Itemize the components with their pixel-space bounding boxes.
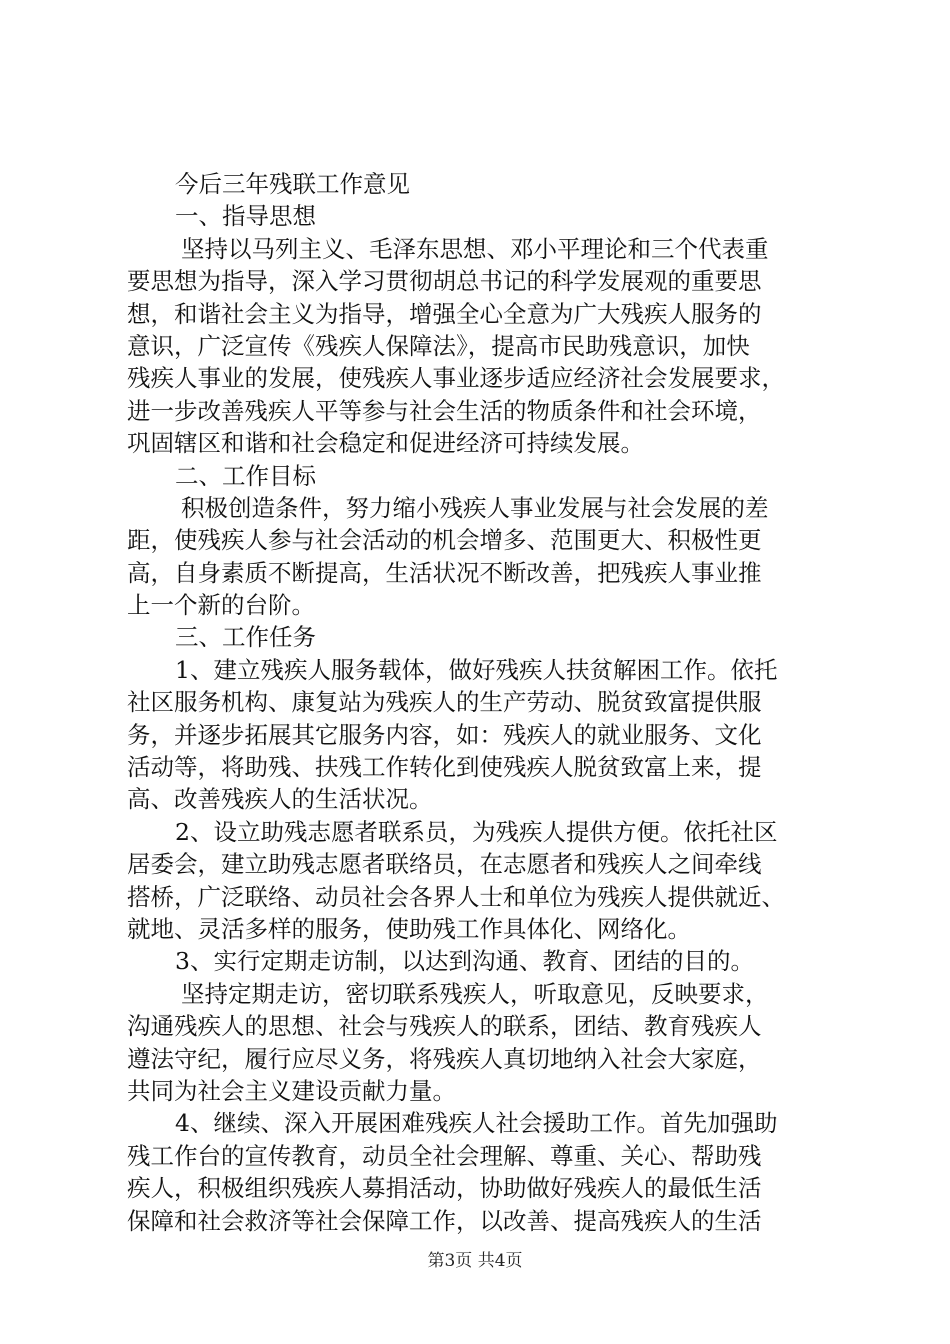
paragraph-line: 沟通残疾人的思想、社会与残疾人的联系，团结、教育残疾人 bbox=[127, 1012, 762, 1041]
paragraph-line: 意识，广泛宣传《残疾人保障法》，提高市民助残意识，加快 bbox=[127, 331, 750, 360]
paragraph-line: 高，自身素质不断提高，生活状况不断改善，把残疾人事业推 bbox=[127, 558, 762, 587]
paragraph-line: 保障和社会救济等社会保障工作，以改善、提高残疾人的生活 bbox=[127, 1206, 762, 1235]
paragraph-line: 社区服务机构、康复站为残疾人的生产劳动、脱贫致富提供服 bbox=[127, 688, 762, 717]
paragraph-line: 积极创造条件，努力缩小残疾人事业发展与社会发展的差 bbox=[181, 493, 769, 522]
paragraph-line: 共同为社会主义建设贡献力量。 bbox=[127, 1076, 456, 1105]
document-title: 今后三年残联工作意见 bbox=[175, 170, 410, 198]
paragraph-line: 坚持以马列主义、毛泽东思想、邓小平理论和三个代表重 bbox=[181, 234, 769, 263]
paragraph-line: 残疾人事业的发展，使残疾人事业逐步适应经济社会发展要求， bbox=[127, 364, 785, 393]
page-number-footer: 第3页 共4页 bbox=[427, 1251, 523, 1271]
paragraph-line: 居委会，建立助残志愿者联络员，在志愿者和残疾人之间牵线 bbox=[127, 850, 762, 879]
paragraph-line: 遵法守纪，履行应尽义务，将残疾人真切地纳入社会大家庭， bbox=[127, 1044, 762, 1073]
paragraph-line: 高、改善残疾人的生活状况。 bbox=[127, 785, 433, 814]
paragraph-line: 巩固辖区和谐和社会稳定和促进经济可持续发展。 bbox=[127, 429, 644, 458]
section-heading: 二、工作目标 bbox=[175, 461, 316, 490]
paragraph-line: 搭桥，广泛联络、动员社会各界人士和单位为残疾人提供就近、 bbox=[127, 882, 785, 911]
paragraph-line: 距，使残疾人参与社会活动的机会增多、范围更大、积极性更 bbox=[127, 526, 762, 555]
paragraph-line: 想，和谐社会主义为指导，增强全心全意为广大残疾人服务的 bbox=[127, 299, 762, 328]
paragraph-line: 上一个新的台阶。 bbox=[127, 591, 315, 620]
paragraph-line: 进一步改善残疾人平等参与社会生活的物质条件和社会环境， bbox=[127, 396, 762, 425]
paragraph-line: 4、继续、深入开展困难残疾人社会援助工作。首先加强助 bbox=[175, 1109, 778, 1138]
section-heading: 三、工作任务 bbox=[175, 623, 316, 652]
paragraph-line: 活动等，将助残、扶残工作转化到使残疾人脱贫致富上来，提 bbox=[127, 753, 762, 782]
paragraph-line: 2、设立助残志愿者联系员，为残疾人提供方便。依托社区 bbox=[175, 817, 778, 846]
paragraph-line: 务，并逐步拓展其它服务内容，如：残疾人的就业服务、文化 bbox=[127, 720, 762, 749]
paragraph-line: 残工作台的宣传教育，动员全社会理解、尊重、关心、帮助残 bbox=[127, 1141, 762, 1170]
paragraph-line: 疾人，积极组织残疾人募捐活动，协助做好残疾人的最低生活 bbox=[127, 1174, 762, 1203]
paragraph-line: 就地、灵活多样的服务，使助残工作具体化、网络化。 bbox=[127, 914, 691, 943]
paragraph-line: 3、实行定期走访制，以达到沟通、教育、团结的目的。 bbox=[175, 947, 754, 976]
section-heading: 一、指导思想 bbox=[175, 202, 316, 231]
paragraph-line: 1、建立残疾人服务载体，做好残疾人扶贫解困工作。依托 bbox=[175, 655, 778, 684]
paragraph-line: 要思想为指导，深入学习贯彻胡总书记的科学发展观的重要思 bbox=[127, 267, 762, 296]
paragraph-line: 坚持定期走访，密切联系残疾人，听取意见，反映要求， bbox=[181, 979, 769, 1008]
document-body bbox=[127, 168, 833, 1237]
